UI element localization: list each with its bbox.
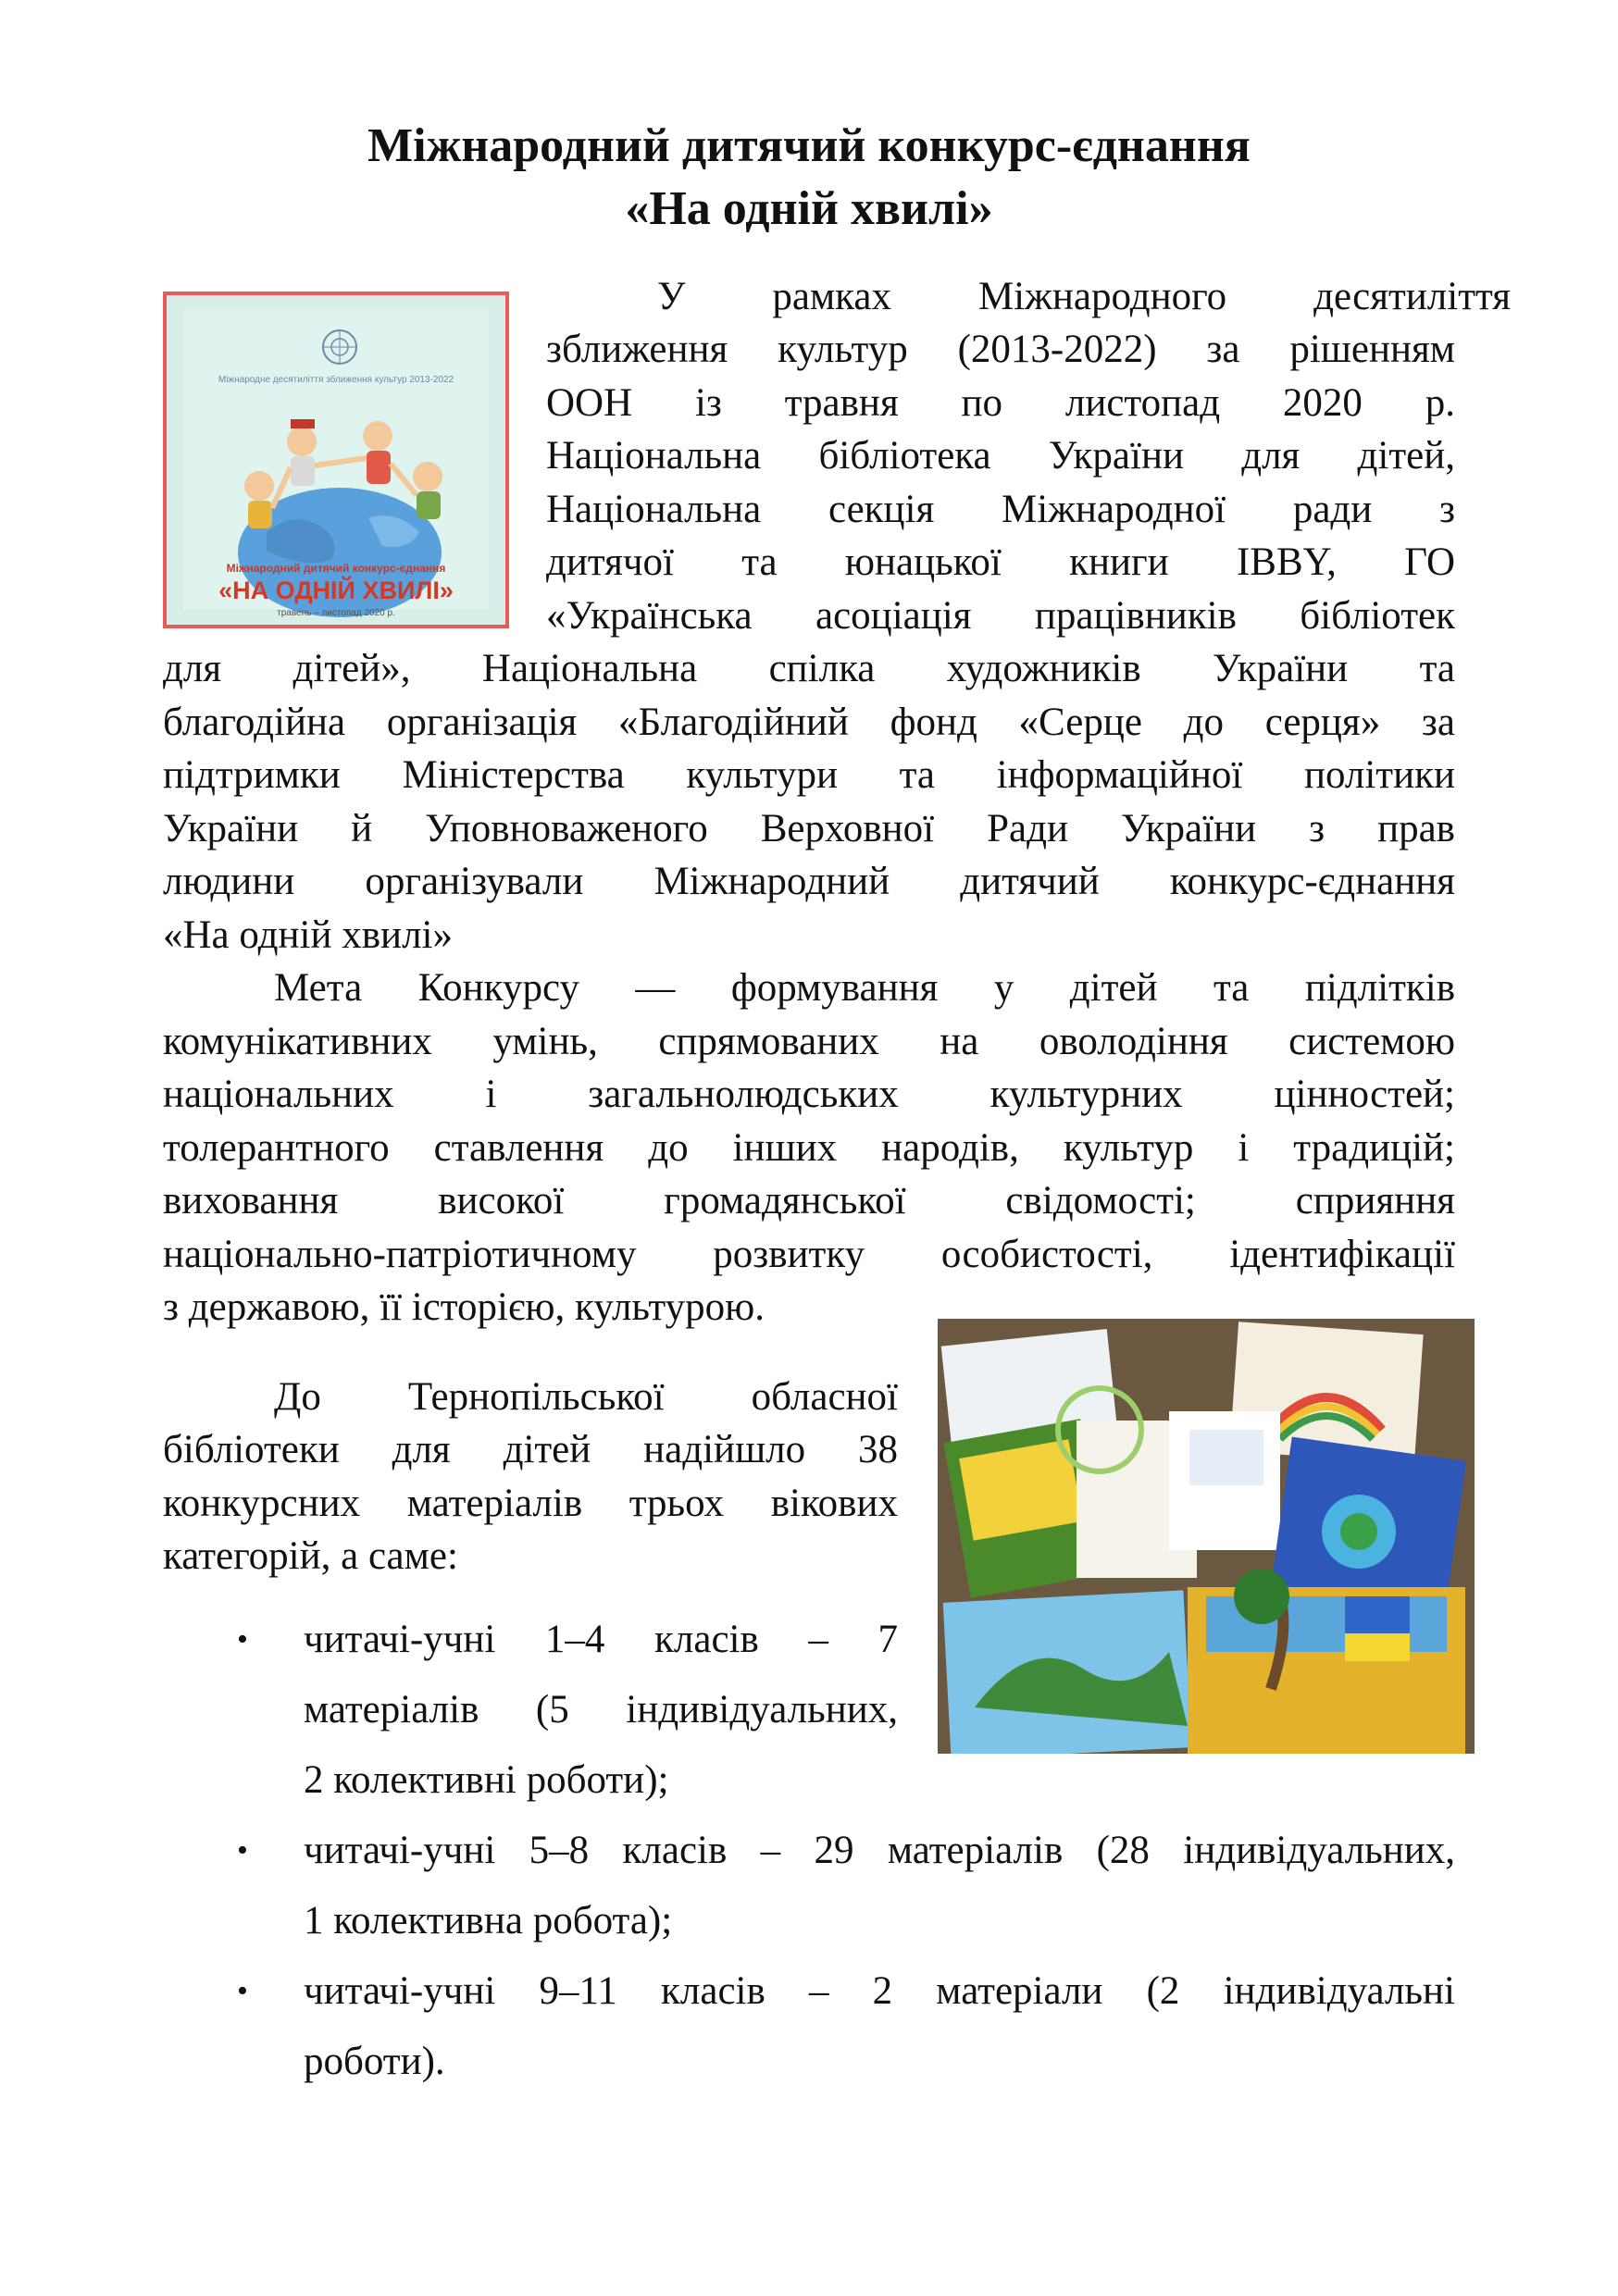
page-title: Міжнародний дитячий конкурс-єднання: [367, 119, 1251, 172]
text-line: для дітей», Національна спілка художників України та: [163, 647, 1455, 690]
list-item: 2 колективні роботи);: [304, 1758, 669, 1802]
poster-dates: травень – листопад 2020 р.: [277, 608, 395, 618]
text-line: «Українська асоціація працівників бібліотек: [546, 594, 1455, 638]
text-line: Мета Конкурсу — формування у дітей та підлітків: [274, 966, 1455, 1010]
contest-poster-image: [163, 292, 509, 628]
text-line: України й Уповноваженого Верховної Ради України з прав: [163, 807, 1455, 850]
un-emblem-icon: [323, 330, 356, 364]
poster-subtitle: Міжнародний дитячий конкурс-єднання: [226, 562, 446, 575]
list-item: читачі-учні 5–8 класів – 29 матеріалів (28 індивідуальних,: [304, 1829, 1455, 1872]
text-line: «На одній хвилі»: [163, 913, 453, 957]
bullet-icon: •: [237, 1622, 248, 1657]
text-line: з державою, її історією, культурою.: [163, 1285, 765, 1329]
text-line: бібліотеки для дітей надійшло 38: [163, 1428, 898, 1471]
children-drawings-photo: [938, 1319, 1475, 1754]
text-line: підтримки Міністерства культури та інформаційної політики: [163, 753, 1455, 797]
bullet-icon: •: [237, 1833, 248, 1868]
text-line: У рамках Міжнародного десятиліття: [657, 275, 1511, 318]
text-line: виховання високої громадянської свідомості; сприяння: [163, 1179, 1455, 1222]
text-line: категорій, а саме:: [163, 1534, 458, 1578]
text-line: До Тернопільської обласної: [274, 1375, 898, 1419]
list-item: матеріалів (5 індивідуальних,: [304, 1688, 898, 1731]
text-line: дитячої та юнацької книги IBBY, ГО: [546, 540, 1455, 584]
list-item: 1 колективна робота);: [304, 1899, 673, 1942]
text-line: ООН із травня по листопад 2020 р.: [546, 381, 1455, 425]
text-line: національно-патріотичному розвитку особистості, ідентифікації: [163, 1233, 1455, 1276]
text-line: Національна секція Міжнародної ради з: [546, 488, 1455, 531]
bullet-icon: •: [237, 1974, 248, 2008]
list-item: читачі-учні 9–11 класів – 2 матеріали (2 індивідуальні: [304, 1969, 1455, 2013]
list-item: читачі-учні 1–4 класів – 7: [304, 1618, 898, 1661]
list-item: роботи).: [304, 2040, 445, 2083]
text-line: людини організували Міжнародний дитячий конкурс-єднання: [163, 860, 1455, 903]
text-line: національних і загальнолюдських культурних цінностей;: [163, 1073, 1455, 1116]
text-line: Національна бібліотека України для дітей,: [546, 434, 1455, 478]
page-subtitle: «На одній хвилі»: [625, 182, 993, 235]
poster-main-title: «НА ОДНІЙ ХВИЛІ»: [218, 577, 454, 604]
text-line: толерантного ставлення до інших народів, культур і традицій;: [163, 1126, 1455, 1170]
text-line: благодійна організація «Благодійний фонд «Серце до серця» за: [163, 701, 1455, 744]
poster-header-text: Міжнародне десятиліття зближення культур 2013-2022: [218, 375, 454, 385]
text-line: конкурсних матеріалів трьох вікових: [163, 1482, 898, 1525]
text-line: зближення культур (2013-2022) за рішенням: [546, 328, 1455, 371]
text-line: комунікативних умінь, спрямованих на оволодіння системою: [163, 1020, 1455, 1063]
